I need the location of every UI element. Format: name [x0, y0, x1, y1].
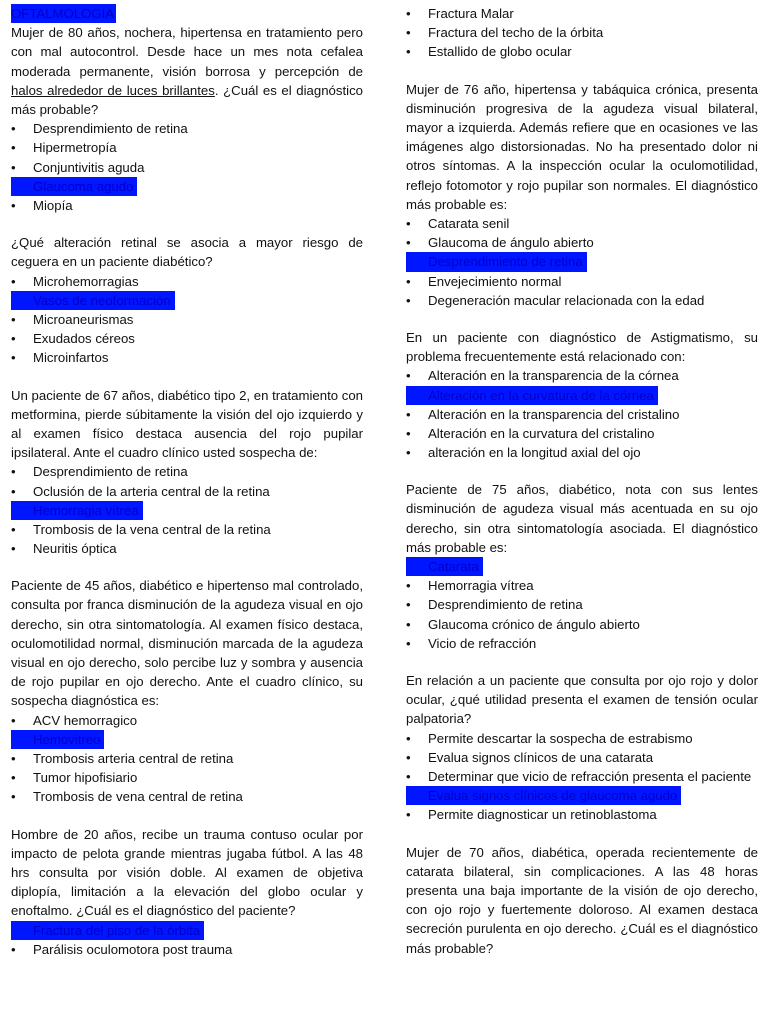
option-item: • Conjuntivitis aguda: [11, 158, 363, 177]
option-item-highlighted: Alteración en la curvatura de la córnea: [406, 386, 758, 405]
question-block: [406, 328, 758, 462]
heading-oftalmologia: OFTALMOLOGIA: [11, 4, 116, 23]
option-item-highlighted: Hemovitreo: [11, 730, 363, 749]
bullet-icon: •: [406, 769, 411, 784]
bullet-icon: •: [11, 751, 16, 767]
option-list: [406, 557, 758, 653]
continued-options: [406, 4, 758, 62]
option-item: • Desprendimiento de retina: [11, 119, 363, 138]
bullet-icon: •: [406, 749, 411, 765]
option-item: • ACV hemorragico: [11, 711, 363, 730]
bullet-icon: •: [406, 406, 411, 422]
option-list: [406, 4, 758, 62]
option-item: • Trombosis arteria central de retina: [11, 749, 363, 768]
bullet-icon: •: [406, 635, 411, 651]
bullet-icon: •: [11, 521, 16, 537]
bullet-icon: •: [406, 273, 411, 289]
question-stem: Paciente de 75 años, diabético, nota con sus lentes disminución de agudeza visual más acentuada en su ojo derecho, sin otra sintomatología asociada. El diagnóstico más probable es:: [406, 482, 758, 555]
option-item: • Envejecimiento normal: [406, 272, 758, 291]
bullet-icon: •: [406, 292, 411, 308]
option-item: • Permite diagnosticar un retinoblastoma: [406, 805, 758, 824]
bullet-icon: •: [11, 331, 16, 347]
right-column: [406, 4, 758, 976]
question-stem: Un paciente de 67 años, diabético tipo 2, en tratamiento con metformina, pierde súbitamente la visión del ojo izquierdo y al examen físico destaca ausencia del rojo pupilar ipsilateral. Ante el cuadro clínico usted sospecha de:: [11, 387, 363, 461]
bullet-icon: •: [11, 159, 16, 175]
bullet-icon: •: [406, 445, 411, 461]
section-heading: [11, 4, 363, 23]
option-item: • Neuritis óptica: [11, 539, 363, 558]
bullet-icon: •: [406, 578, 411, 594]
bullet-icon: •: [11, 311, 16, 327]
option-item: • Alteración en la transparencia de la córnea: [406, 366, 758, 385]
question-block: [11, 576, 363, 806]
question-block: [406, 480, 758, 653]
bullet-icon: •: [406, 807, 411, 823]
option-item: • Degeneración macular relacionada con la edad: [406, 291, 758, 310]
option-item-highlighted: Fractura del piso de la órbita: [11, 921, 363, 940]
option-item-highlighted: Hemorragia vítrea: [11, 501, 363, 520]
bullet-icon: •: [406, 425, 411, 441]
bullet-icon: •: [406, 730, 411, 746]
option-item: • Estallido de globo ocular: [406, 42, 758, 61]
bullet-icon: •: [406, 44, 411, 60]
option-item: • Trombosis de vena central de retina: [11, 787, 363, 806]
option-item: • Hemorragia vítrea: [406, 576, 758, 595]
bullet-icon: •: [406, 368, 411, 384]
bullet-icon: •: [11, 789, 16, 805]
question-stem: Mujer de 70 años, diabética, operada recientemente de catarata bilateral, sin complicaciones. A las 48 horas presenta una baja importante de la visión de ojo derecho, con ojo rojo y fuertemente doloroso. Al examen destaca secreción purulenta en ojo derecho. ¿Cuál es el diagnóstico más probable?: [406, 844, 758, 956]
bullet-icon: •: [11, 941, 16, 957]
option-item: • Glaucoma crónico de ángulo abierto: [406, 615, 758, 634]
option-item: • Microhemorragias: [11, 272, 363, 291]
option-item: • Fractura del techo de la órbita: [406, 23, 758, 42]
question-block: [406, 843, 758, 958]
question-stem: ¿Qué alteración retinal se asocia a mayor riesgo de ceguera en un paciente diabético?: [11, 235, 363, 270]
option-item-highlighted: Vasos de neoformación: [11, 291, 363, 310]
underlined-phrase: halos alrededor de luces brillantes: [11, 82, 215, 98]
question-block: [406, 671, 758, 825]
option-list: [406, 214, 758, 310]
option-item: • Exudados céreos: [11, 329, 363, 348]
bullet-icon: •: [11, 712, 16, 728]
option-item: • Miopía: [11, 196, 363, 215]
option-item: • alteración en la longitud axial del ojo: [406, 443, 758, 462]
option-item: • Determinar que vicio de refracción presenta el paciente: [406, 767, 758, 786]
option-list: [406, 729, 758, 825]
bullet-icon: •: [11, 483, 16, 499]
option-item: • Hipermetropía: [11, 138, 363, 157]
question-stem: Paciente de 45 años, diabético e hipertenso mal controlado, consulta por franca disminución de la agudeza visual en ojo derecho, sin otra sintomatología. Al examen físico destaca, oculomotilidad normal, disminución marcada de la agudeza visual en ojo derecho, solo percibe luz y sombra y ausencia de rojo pupilar en ojo derecho. Ante el cuadro clínico, su sospecha diagnóstica es:: [11, 578, 363, 709]
question-stem: En un paciente con diagnóstico de Astigmatismo, su problema frecuentemente está relacionado con:: [406, 329, 758, 365]
option-list: [11, 921, 363, 959]
question-stem: Mujer de 76 año, hipertensa y tabáquica crónica, presenta disminución progresiva de la agudeza visual bilateral, mayor a izquierda. Además refiere que en ocasiones ve las imágenes algo distorsionadas. No ha presentado dolor ni otros síntomas. A la inspección ocular la oculomotilidad, reflejo fotomotor y rojo pupilar son normales. El diagnóstico más probable es:: [406, 81, 758, 212]
option-list: [11, 462, 363, 558]
bullet-icon: •: [11, 541, 16, 557]
bullet-icon: •: [11, 140, 16, 156]
question-block: [11, 825, 363, 959]
question-stem: Hombre de 20 años, recibe un trauma contuso ocular por impacto de pelota grande mientras jugaba fútbol. A las 48 hrs consulta por visión doble. Al examen de objetiva diplopía, limitación a la elevación del globo ocular y enoftalmo. ¿Cuál es el diagnóstico del paciente?: [11, 826, 363, 919]
option-item: • Oclusión de la arteria central de la retina: [11, 482, 363, 501]
option-item: • Permite descartar la sospecha de estrabismo: [406, 729, 758, 748]
bullet-icon: •: [406, 25, 411, 41]
option-list: [11, 272, 363, 368]
option-list: [11, 119, 363, 215]
bullet-icon: •: [406, 597, 411, 613]
left-column: [11, 4, 363, 977]
option-item-highlighted: Desprendimiento de retina: [406, 252, 758, 271]
option-list: [406, 366, 758, 462]
option-item-highlighted: Catarata: [406, 557, 758, 576]
option-item: • Fractura Malar: [406, 4, 758, 23]
option-item: • Evalua signos clínicos de una catarata: [406, 748, 758, 767]
question-block: [406, 80, 758, 310]
option-item: • Vicio de refracción: [406, 634, 758, 653]
option-item: • Glaucoma de ángulo abierto: [406, 233, 758, 252]
question-block: [11, 23, 363, 215]
bullet-icon: •: [406, 215, 411, 231]
option-item: • Parálisis oculomotora post trauma: [11, 940, 363, 959]
option-item-highlighted: Glaucoma agudo: [11, 177, 363, 196]
option-item: • Microaneurismas: [11, 310, 363, 329]
question-block: [11, 233, 363, 367]
option-item: • Desprendimiento de retina: [11, 462, 363, 481]
option-item-highlighted: Evalua signos clínicos de glaucoma agudo: [406, 786, 758, 805]
question-block: [11, 386, 363, 559]
option-item: • Alteración en la transparencia del cristalino: [406, 405, 758, 424]
question-stem: Mujer de 80 años, nochera, hipertensa en tratamiento pero con mal autocontrol. Desde hace un mes nota cefalea moderada permanente, visión borrosa y percepción de halos alrededor de luces brillantes. ¿Cuál es el diagnóstico más probable?: [11, 25, 363, 118]
bullet-icon: •: [11, 350, 16, 366]
option-item: • Desprendimiento de retina: [406, 595, 758, 614]
bullet-icon: •: [11, 121, 16, 137]
option-item: • Microinfartos: [11, 348, 363, 367]
bullet-icon: •: [11, 197, 16, 213]
bullet-icon: •: [406, 235, 411, 251]
option-item: • Catarata senil: [406, 214, 758, 233]
bullet-icon: •: [11, 273, 16, 289]
bullet-icon: •: [11, 770, 16, 786]
option-item: • Alteración en la curvatura del cristalino: [406, 424, 758, 443]
bullet-icon: •: [406, 616, 411, 632]
bullet-icon: •: [406, 6, 411, 21]
option-item: • Trombosis de la vena central de la retina: [11, 520, 363, 539]
option-list: [11, 711, 363, 807]
option-item: • Tumor hipofisiario: [11, 768, 363, 787]
bullet-icon: •: [11, 464, 16, 480]
question-stem: En relación a un paciente que consulta por ojo rojo y dolor ocular, ¿qué utilidad presenta el examen de tensión ocular palpatoria?: [406, 673, 758, 727]
